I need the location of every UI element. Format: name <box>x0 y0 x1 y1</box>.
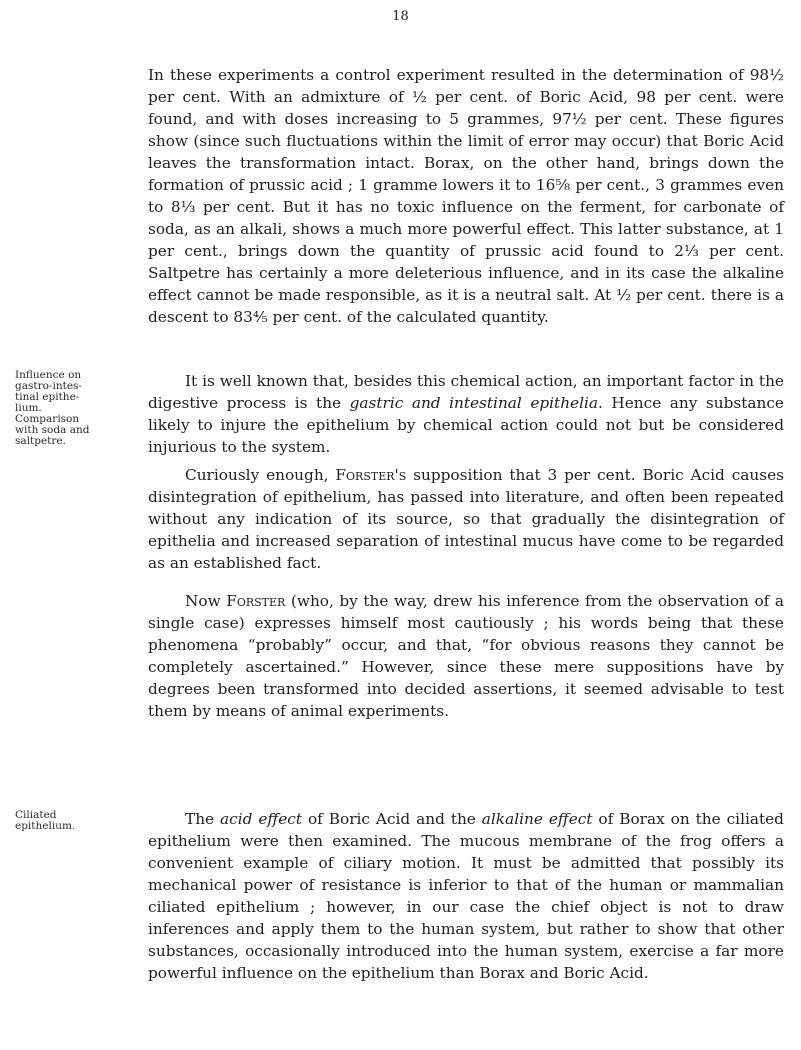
text-run: (who, by the way, drew his inference from the observation of a single case) expresses himself most cautiously ; his words being that these phenomena “probably” occur, and that, “for obvious reasons they cannot be completely ascertained.” However, since these mere suppositions have by degrees been transformed into decided assertions, it seemed advisable to test them by means of animal experiments. <box>148 592 784 720</box>
margin-note-line: gastro-intes- <box>15 380 82 392</box>
margin-note-line: epithelium. <box>15 820 76 832</box>
text-run: of Borax on the ciliated epithelium were then examined. The mucous membrane of the frog offers a convenient example of ciliary motion. It must be admitted that possibly its mechanical power of resistance is inferior to that of the human or mammalian ciliated epithelium ; however, in our case the chief object is not to draw inferences and apply them to the human system, but rather to show that other substances, occasionally introduced into the human system, exercise a far more powerful influence on the epithelium than Borax and Boric Acid. <box>148 810 784 982</box>
text-run: The <box>185 810 221 828</box>
margin-note-line: lium. <box>15 402 42 414</box>
margin-note-line: Influence on <box>15 369 82 381</box>
paragraph-epithelia <box>148 370 784 458</box>
margin-note-line: Ciliated <box>15 809 57 821</box>
paragraph-forster-caution <box>148 590 784 722</box>
text-run: Now <box>185 592 227 610</box>
margin-note-line: Comparison <box>15 413 80 425</box>
text-run: of Boric Acid and the <box>302 810 482 828</box>
page-number: 18 <box>392 9 409 24</box>
author-name: Forster's <box>335 466 407 484</box>
margin-note-line: with soda and <box>15 424 90 436</box>
italic-phrase: acid effect <box>220 810 303 828</box>
italic-phrase: alkaline effect <box>481 810 593 828</box>
text-run: It is well known that, besides this chemical action, an important factor in the digestive process is the <box>148 372 784 412</box>
paragraph-forster-supposition <box>148 464 784 574</box>
text-run: Curiously enough, <box>185 466 336 484</box>
margin-note-line: saltpetre. <box>15 435 66 447</box>
paragraph-ciliated-epithelium <box>148 808 784 984</box>
italic-phrase: gastric and intestinal epithelia. <box>349 394 603 412</box>
margin-note-influence <box>15 370 105 447</box>
paragraph-experiment-results: In these experiments a control experiment resulted in the determination of 98½ per cent. With an admixture of ½ per cent. of Boric Acid, 98 per cent. were found, and with doses increasing to 5 grammes, 97½ per cent. These figures show (since such fluctuations within the limit of error may occur) that Boric Acid leaves the transformation intact. Borax, on the other hand, brings down the formation of prussic acid ; 1 gramme lowers it to 16⅝ per cent., 3 grammes even to 8⅓ per cent. But it has no toxic influence on the ferment, for carbonate of soda, as an alkali, shows a much more powerful effect. This latter substance, at 1 per cent., brings down the quantity of prussic acid found to 2⅓ per cent. Saltpetre has certainly a more deleterious influence, and in its case the alkaline effect cannot be made responsible, as it is a neutral salt. At ½ per cent. there is a descent to 83⅘ per cent. of the calculated quantity. <box>148 66 784 326</box>
text-run: Hence any substance likely to injure the epithelium by chemical action could not but be considered injurious to the system. <box>148 394 784 456</box>
margin-note-line: tinal epithe- <box>15 391 80 403</box>
author-name: Forster <box>226 592 286 610</box>
margin-note-ciliated <box>15 810 105 832</box>
text-run: supposition that 3 per cent. Boric Acid causes disintegration of epithelium, has passed into literature, and often been repeated without any indication of its source, so that gradually the disintegration of epithelia and increased separation of intestinal mucus have come to be regarded as an established fact. <box>148 466 784 572</box>
